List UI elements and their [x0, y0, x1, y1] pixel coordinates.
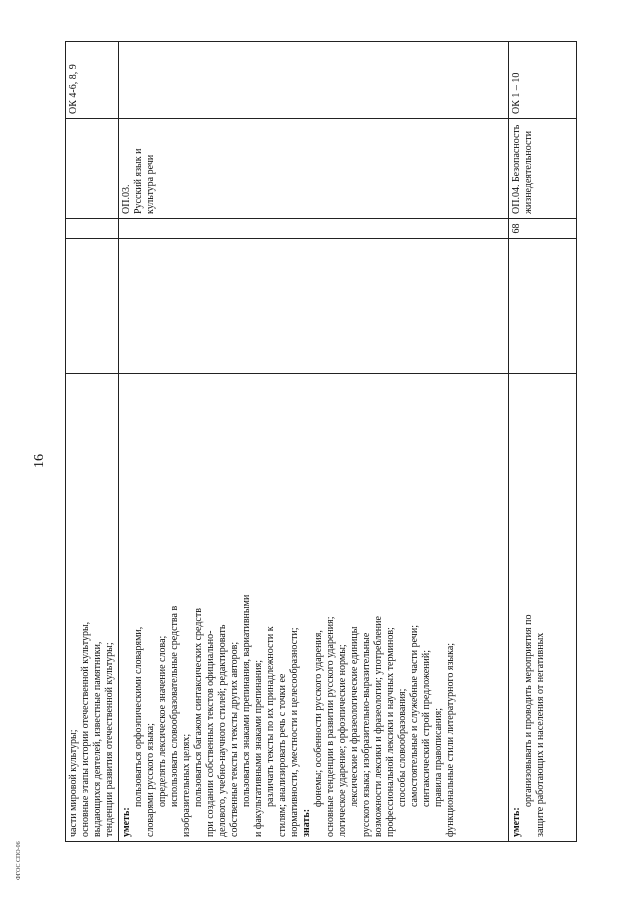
- hours-cell: [66, 219, 119, 239]
- section-heading: уметь:: [121, 807, 132, 837]
- discipline-code: ОП.03.: [121, 184, 132, 214]
- text-line: основные тенденции в развитии русского ударения;: [325, 616, 336, 837]
- text-line: организовывать и проводить мероприятия по: [523, 614, 534, 807]
- competencies-text: ОК 4-6, 8, 9: [68, 64, 79, 114]
- text-line: лексические и фразеологические единицы: [349, 626, 360, 807]
- competencies-cell: [119, 42, 509, 119]
- text-line: защите работающих и населения от негативных: [535, 632, 546, 837]
- empty-cell: [509, 239, 577, 374]
- empty-cell: [66, 239, 119, 374]
- discipline-cell: [509, 119, 577, 219]
- text-line: тенденции развития отечественной культуры;: [104, 642, 115, 837]
- text-line: и факультативными знаками препинания;: [253, 659, 264, 837]
- footer-code: ФГОС СПО-06: [16, 841, 22, 880]
- section-heading: знать:: [301, 808, 312, 837]
- text-line: правила правописания;: [433, 707, 444, 807]
- text-line: русского языка; изобразительно-выразительные: [361, 632, 372, 837]
- text-line: определять лексическое значение слова;: [157, 635, 168, 807]
- discipline-name: ОП.04. Безопасность: [511, 124, 522, 214]
- text-line: фонемы; особенности русского ударения,: [313, 630, 324, 807]
- curriculum-table: [65, 41, 577, 842]
- hours-cell: [509, 219, 577, 239]
- text-line: выдающихся деятелей, известные памятники,: [92, 641, 103, 837]
- discipline-name: жизнедеятельности: [523, 130, 534, 214]
- text-line: при создании собственных текстов официально-: [205, 630, 216, 837]
- section-heading: уметь:: [511, 807, 522, 837]
- text-line: нормативности, уместности и целесообразности;: [289, 627, 300, 837]
- skills-knowledge-cell: [119, 374, 509, 842]
- text-line: профессиональной лексики и научных терминов;: [385, 627, 396, 837]
- discipline-name: Русский язык и: [133, 148, 144, 214]
- text-line: части мировой культуры;: [68, 729, 79, 837]
- competencies-cell: [509, 42, 577, 119]
- text-line: пользоваться знаками препинания, вариативными: [241, 594, 252, 807]
- table-row: [66, 42, 119, 842]
- text-line: функциональные стили литературного языка;: [445, 642, 456, 837]
- skills-cell: [509, 374, 577, 842]
- competencies-cell: [66, 42, 119, 119]
- discipline-cell: [119, 119, 509, 219]
- table-row: [509, 42, 577, 842]
- text-line: самостоятельные и служебные части речи;: [409, 625, 420, 807]
- page-number: 16: [32, 454, 47, 468]
- text-line: изобразительных целях;: [181, 733, 192, 837]
- rotated-table-container: [65, 42, 575, 842]
- hours-cell: [119, 219, 509, 239]
- text-line: делового, учебно-научного стилей; редактировать: [217, 624, 228, 837]
- text-line: различать тексты по их принадлежности к: [265, 626, 276, 807]
- text-line: основные этапы истории отечественной культуры,: [80, 621, 91, 837]
- knowledge-cell: [66, 374, 119, 842]
- text-line: способы словообразования;: [397, 688, 408, 807]
- discipline-name: культура речи: [145, 154, 156, 214]
- text-line: возможности лексики и фразеологии; употребление: [373, 616, 384, 837]
- text-line: логическое ударение; орфоэпические нормы;: [337, 644, 348, 837]
- empty-cell: [119, 239, 509, 374]
- text-line: синтаксический строй предложений;: [421, 649, 432, 807]
- text-line: пользоваться багажом синтаксических средств: [193, 608, 204, 807]
- hours-value: 68: [511, 223, 522, 234]
- text-line: пользоваться орфоэпическими словарями,: [133, 626, 144, 807]
- text-line: собственные тексты и тексты других авторов;: [229, 641, 240, 837]
- discipline-cell: [66, 119, 119, 219]
- competencies-text: ОК 1 – 10: [511, 72, 522, 114]
- table-row: [119, 42, 509, 842]
- text-line: словарями русского языка;: [145, 723, 156, 837]
- text-line: использовать словообразовательные средства в: [169, 605, 180, 807]
- text-line: стилям; анализировать речь с точки ее: [277, 673, 288, 837]
